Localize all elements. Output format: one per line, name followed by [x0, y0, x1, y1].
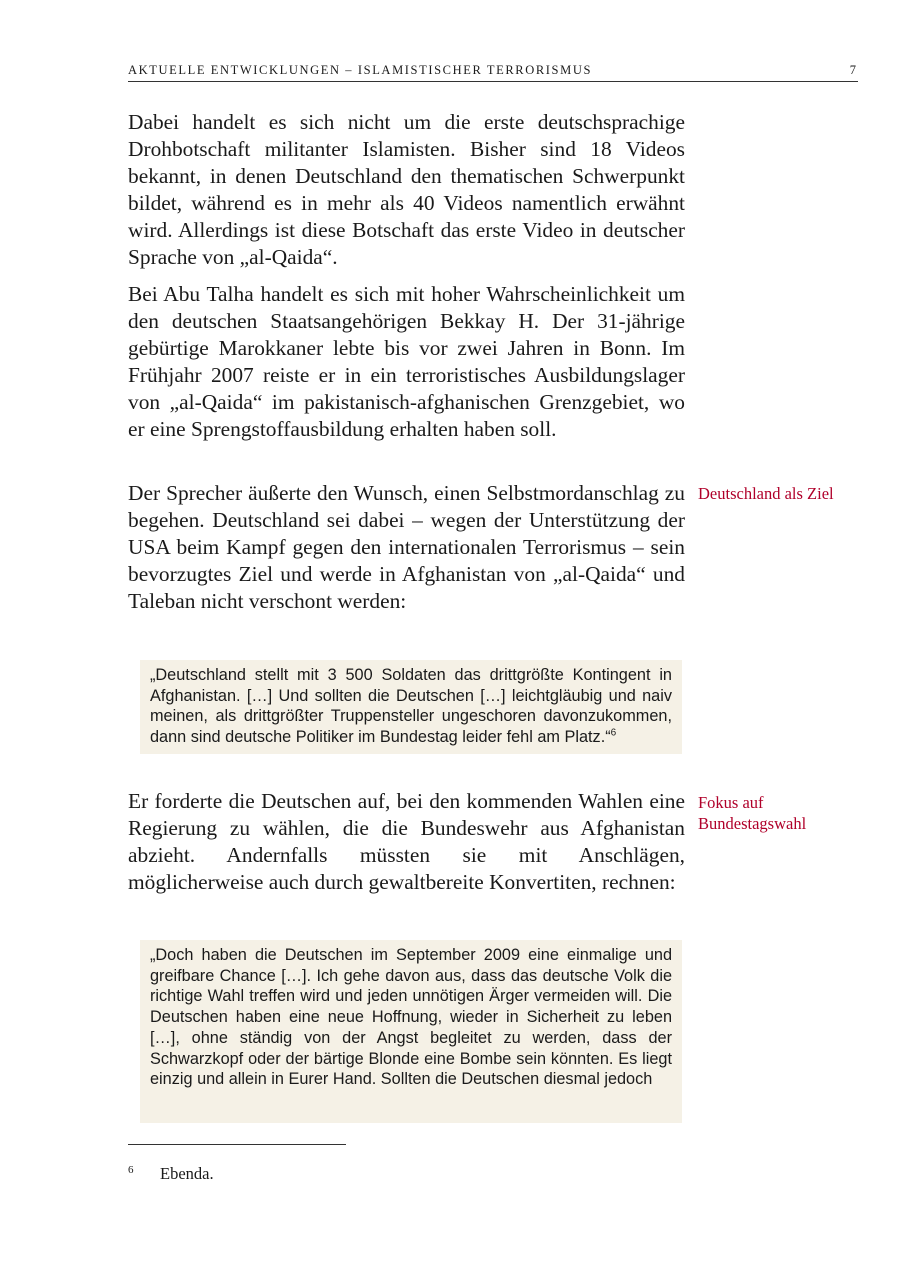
- footnote-number: 6: [128, 1164, 134, 1176]
- footnote-divider: [128, 1144, 346, 1145]
- paragraph-election-demand: Er forderte die Deutschen auf, bei den kommenden Wahlen eine Regierung zu wählen, die die Bundeswehr aus Afghanistan abzieht. Andernfalls müssten sie mit Anschlägen, möglicherweise auch durch gewaltbereite Konvertiten, rechnen:: [128, 789, 685, 894]
- paragraph-speaker-wish: Der Sprecher äußerte den Wunsch, einen Selbstmordanschlag zu begehen. Deutschland sei dabei – wegen der Unterstützung der USA beim Kampf gegen den internationalen Terrorismus – sein bevorzugtes Ziel und werde in Afghanistan von „al-Qaida“ und Taleban nicht verschont werden:: [128, 481, 685, 613]
- quote-block-election: „Doch haben die Deutschen im September 2009 eine einmalige und greifbare Chance […]. Ich gehe davon aus, dass das deutsche Volk die richtige Wahl treffen wird und jeden unnötigen Ärger vermeiden will. Die Deutschen haben eine neue Hoffnung, wieder in Sicherheit zu leben […], ohne ständig von der Angst begleitet zu werden, dass der Schwarzkopf oder der bärtige Blonde eine Bombe sein könnten. Es liegt einzig und allein in Eurer Hand. Sollten die Deutschen diesmal jedoch: [140, 940, 682, 1123]
- margin-note-election: Fokus auf Bundestagswahl: [698, 793, 807, 833]
- paragraph-abu-talha: Bei Abu Talha handelt es sich mit hoher Wahrscheinlichkeit um den deutschen Staatsangehörigen Bekkay H. Der 31-jährige gebürtige Marokkaner lebte bis vor zwei Jahren in Bonn. Im Frühjahr 2007 reiste er in ein terroristisches Ausbildungslager von „al-Qaida“ im pakistanisch-afghanischen Grenzgebiet, wo er eine Sprengstoffausbildung erhalten haben soll.: [128, 282, 685, 441]
- quote-block-bundestag: [140, 660, 682, 754]
- header-title: AKTUELLE ENTWICKLUNGEN – ISLAMISTISCHER TERRORISMUS: [128, 63, 592, 77]
- footnote-text: Ebenda.: [160, 1164, 214, 1183]
- footnote-reference[interactable]: 6: [610, 727, 617, 739]
- margin-note-target: Deutschland als Ziel: [698, 484, 834, 503]
- running-header: [128, 63, 858, 82]
- page-number: 7: [849, 63, 856, 77]
- quote-text: „Deutschland stellt mit 3 500 Soldaten das drittgrößte Kontingent in Afghanistan. […] Und sollten die Deutschen […] leichtgläubig und naiv meinen, als drittgrößter Truppensteller ungeschoren davonzukommen, dann sind deutsche Politiker im Bundestag leider fehl am Platz.“: [150, 666, 672, 747]
- paragraph-video-context: Dabei handelt es sich nicht um die erste deutschsprachige Drohbotschaft militanter Islamisten. Bisher sind 18 Videos bekannt, in denen Deutschland den thematischen Schwerpunkt bildet, während es in mehr als 40 Videos namentlich erwähnt wird. Allerdings ist diese Botschaft das erste Video in deutscher Sprache von „al-Qaida“.: [128, 110, 685, 269]
